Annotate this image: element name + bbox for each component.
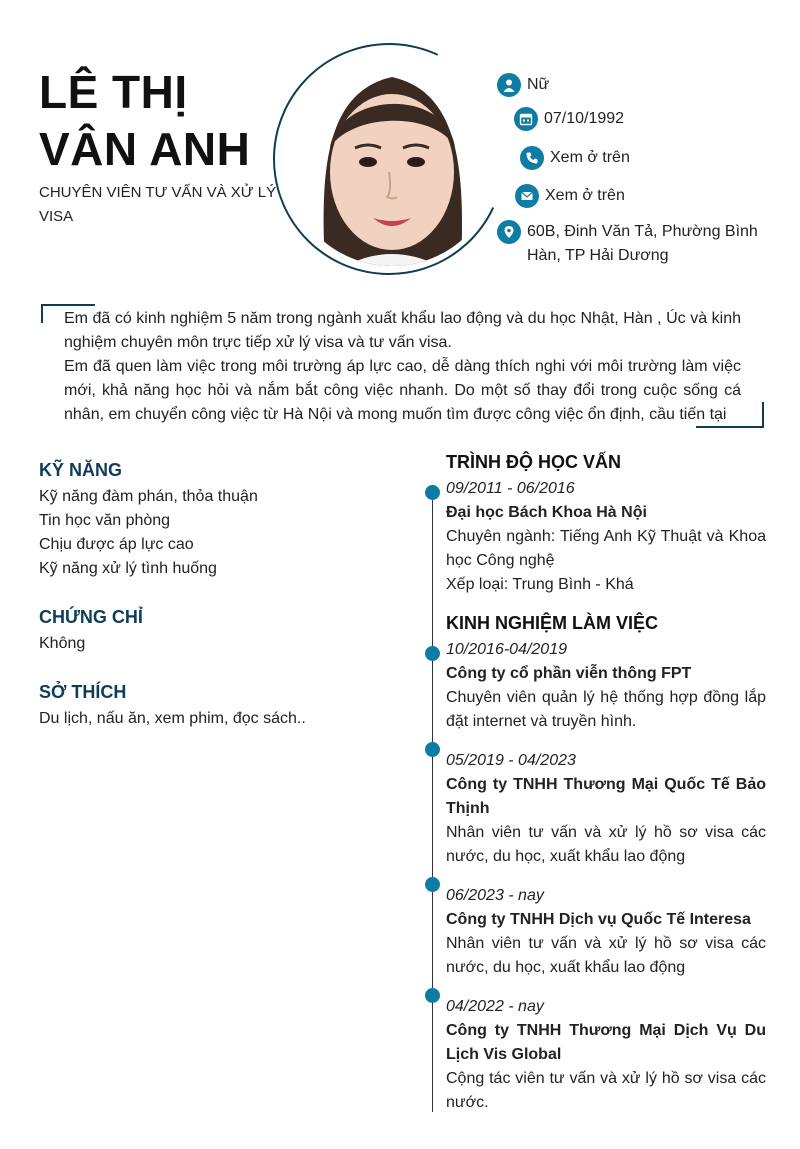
- hobbies-heading: SỞ THÍCH: [39, 682, 127, 702]
- job-title: CHUYÊN VIÊN TƯ VẤN VÀ XỬ LÝ VISA: [39, 184, 277, 225]
- hobbies-list: [39, 707, 306, 731]
- experience-entry: [446, 638, 766, 734]
- experience-date: 05/2019 - 04/2023: [446, 752, 576, 769]
- birthday-value: 07/10/1992: [544, 110, 625, 127]
- contact-phone: [520, 146, 630, 170]
- candidate-name: [39, 64, 250, 178]
- timeline-line: [432, 492, 433, 1112]
- user-icon: [497, 73, 521, 97]
- certificates-list: [39, 632, 85, 656]
- calendar-icon: [514, 107, 538, 131]
- phone-value: Xem ở trên: [550, 149, 630, 166]
- education-school: Đại học Bách Khoa Hà Nội: [446, 504, 647, 521]
- skill-item: Chịu được áp lực cao: [39, 536, 194, 553]
- experience-description: Cộng tác viên tư vấn và xử lý hồ sơ visa các nước.: [446, 1070, 766, 1111]
- experience-company: Công ty TNHH Dịch vụ Quốc Tế Interesa: [446, 911, 751, 928]
- education-date: 09/2011 - 06/2016: [446, 480, 575, 497]
- experience-description: Nhân viên tư vấn và xử lý hồ sơ visa các nước, du học, xuất khẩu lao động: [446, 935, 766, 976]
- gender-value: Nữ: [527, 76, 550, 93]
- name-line-2: VÂN ANH: [39, 123, 251, 175]
- education-entry: [446, 477, 766, 597]
- skills-list: [39, 485, 258, 581]
- timeline-dot: [425, 742, 440, 757]
- experience-heading: KINH NGHIỆM LÀM VIỆC: [446, 613, 659, 633]
- timeline-dot: [425, 988, 440, 1003]
- certificates-heading: CHỨNG CHỈ: [39, 607, 143, 627]
- experience-entry: [446, 884, 766, 980]
- skill-item: Tin học văn phòng: [39, 512, 171, 529]
- experience-description: Nhân viên tư vấn và xử lý hồ sơ visa các nước, du học, xuất khẩu lao động: [446, 824, 766, 865]
- certificate-value: Không: [39, 635, 86, 652]
- contact-email: [515, 184, 625, 208]
- timeline-dot: [425, 646, 440, 661]
- experience-date: 04/2022 - nay: [446, 998, 544, 1015]
- email-icon: [515, 184, 539, 208]
- timeline-dot: [425, 485, 440, 500]
- experience-date: 06/2023 - nay: [446, 887, 544, 904]
- summary-paragraph-1: Em đã có kinh nghiệm 5 năm trong ngành xuất khẩu lao động và du học Nhật, Hàn , Úc và kinh nghiệm chuyên môn trực tiếp xử lý visa và tư vấn visa.: [64, 310, 741, 351]
- skills-heading: KỸ NĂNG: [39, 460, 123, 480]
- education-grade: Xếp loại: Trung Bình - Khá: [446, 576, 634, 593]
- experience-company: Công ty cổ phần viễn thông FPT: [446, 665, 692, 682]
- summary: [64, 307, 741, 427]
- contact-birthday: [514, 107, 624, 131]
- summary-corner-bottom-right: [696, 402, 764, 428]
- education-major: Chuyên ngành: Tiếng Anh Kỹ Thuật và Khoa học Công nghệ: [446, 528, 766, 569]
- location-icon: [497, 220, 521, 244]
- experience-company: Công ty TNHH Thương Mại Dịch Vụ Du Lịch Vis Global: [446, 1022, 766, 1063]
- profile-photo: [285, 52, 499, 266]
- experience-entry: [446, 995, 766, 1115]
- contact-gender: [497, 73, 549, 97]
- address-value: 60B, Đinh Văn Tả, Phường Bình Hàn, TP Hải Dương: [527, 223, 758, 264]
- timeline-dot: [425, 877, 440, 892]
- name-line-1: LÊ THỊ: [39, 66, 188, 118]
- phone-icon: [520, 146, 544, 170]
- experience-date: 10/2016-04/2019: [446, 641, 567, 658]
- contact-address: [497, 220, 787, 268]
- experience-entry: [446, 749, 766, 869]
- experience-description: Chuyên viên quản lý hệ thống hợp đồng lắp đặt internet và truyền hình.: [446, 689, 766, 730]
- skill-item: Kỹ năng đàm phán, thỏa thuận: [39, 488, 258, 505]
- experience-company: Công ty TNHH Thương Mại Quốc Tế Bảo Thịnh: [446, 776, 766, 817]
- hobbies-value: Du lịch, nấu ăn, xem phim, đọc sách..: [39, 710, 306, 727]
- email-value: Xem ở trên: [545, 187, 625, 204]
- skill-item: Kỹ năng xử lý tình huống: [39, 560, 217, 577]
- summary-paragraph-2: Em đã quen làm việc trong môi trường áp lực cao, dễ dàng thích nghi với môi trường làm việc mới, khả năng học hỏi và nắm bắt công việc nhanh. Do một số thay đổi trong cuộc sống cá nhân, em chuyển công việc từ Hà Nội và mong muốn tìm được công việc ổn định, cầu tiến tại: [64, 358, 741, 423]
- education-heading: TRÌNH ĐỘ HỌC VẤN: [446, 452, 621, 472]
